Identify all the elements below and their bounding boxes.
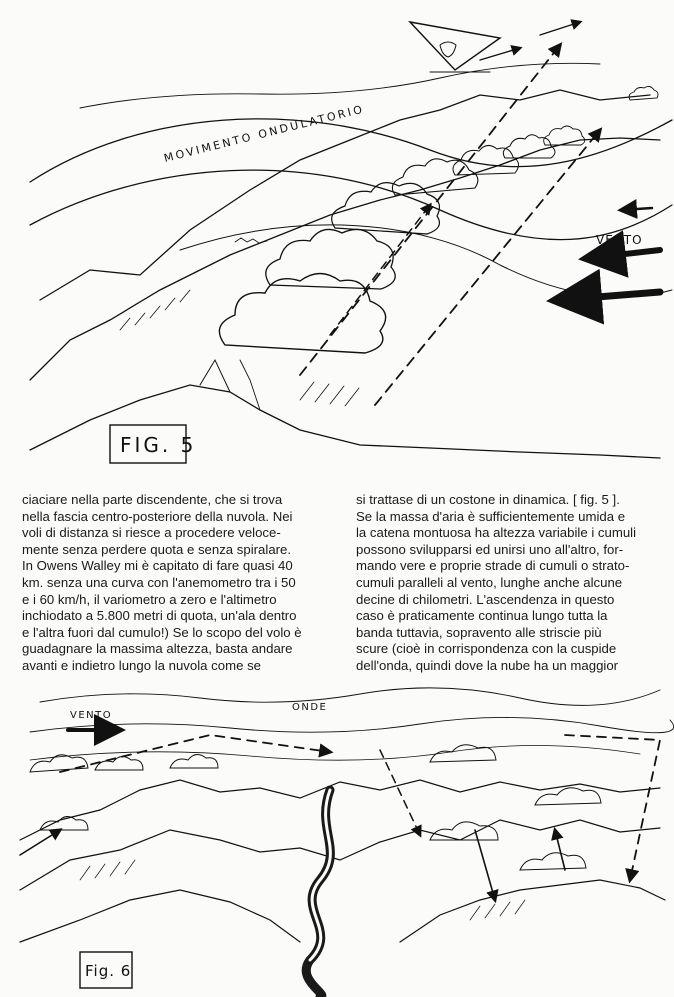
arrow-path-1	[300, 45, 560, 375]
figure-5-illustration	[0, 0, 674, 470]
arrow-descend-1	[380, 750, 420, 835]
wind-label-fig5: VENTO	[596, 233, 643, 247]
text-line: ciaciare nella parte discendente, che si trova	[22, 492, 283, 507]
cloud-3	[332, 183, 440, 234]
cloud-row-7	[520, 853, 586, 870]
text-line: mando vere e proprie strade di cumuli o strato-	[356, 558, 630, 574]
arrow-route-right	[565, 735, 660, 880]
figure-5-label: FIG. 5	[120, 433, 197, 457]
article-left-column	[22, 492, 326, 675]
text-line: inchiodato a 5.800 metri di quota, un'ala dentro	[22, 608, 297, 624]
text-line: banda tuttavia, sopravento alle striscie più	[356, 624, 602, 640]
text-line: dell'onda, quindi dove la nube ha un maggior	[356, 657, 619, 673]
cloud-row-3	[170, 754, 218, 768]
arrow-path-3	[330, 205, 430, 335]
cloud-row-5	[430, 822, 498, 840]
wind-arrow-small	[622, 208, 652, 210]
text-line: e l'altra fuori dal cumulo!) Se lo scopo del volo è	[22, 624, 302, 640]
text-line: km. senza una curva con l'anemometro tra i 50	[22, 574, 296, 590]
text-line: scure (cioè in corrispondenza con la cuspide	[356, 641, 617, 657]
text-line: voli di distanza si riesce a procedere veloce-	[22, 525, 281, 541]
text-line: avanti e indietro lungo la nuvola come se	[22, 657, 261, 673]
cloud-1	[219, 274, 385, 354]
arrow-path-2	[375, 130, 600, 405]
text-line: decine di chilometri. L'ascendenza in questo	[356, 591, 615, 607]
text-line: nella fascia centro-posteriore della nuvola. Nei	[22, 508, 293, 524]
wind-arrow-bold	[560, 292, 660, 300]
arrow-ascend-2	[555, 830, 565, 870]
text-line: possono svilupparsi ed unirsi uno all'altro, for-	[356, 541, 624, 557]
arrow-ascend-1	[20, 830, 60, 855]
text-line: cumuli paralleli al vento, lunghe anche alcune	[356, 574, 623, 590]
ridge-back	[40, 90, 650, 300]
figure-6-illustration	[0, 680, 674, 997]
wave-label: MOVIMENTO ONDULATORIO	[162, 102, 366, 165]
cloud-row-6	[535, 788, 601, 805]
text-line: In Owens Walley mi è capitato di fare quasi 40	[22, 558, 293, 574]
article-text	[22, 492, 658, 678]
cloud-row-1	[30, 755, 88, 772]
wave-line-upper	[30, 119, 672, 182]
wind-arrow-large	[590, 250, 660, 258]
waves-label: ONDE	[292, 702, 328, 713]
text-line: si trattase di un costone in dinamica. [ fig. 5 ].	[356, 492, 620, 507]
ridge-front	[30, 138, 660, 380]
hang-glider	[410, 22, 500, 70]
cloud-8	[629, 86, 658, 100]
figure-6-label: Fig. 6	[85, 962, 132, 980]
text-line: Se la massa d'aria è sufficientemente umida e	[356, 508, 626, 524]
article-right-column	[356, 492, 660, 675]
text-line: guadagnare la massima altezza, basta andare	[22, 641, 293, 657]
text-line: mente senza perdere quota e senza spiralare.	[22, 541, 292, 557]
text-line: la catena montuosa ha altezza variabile i cumuli	[356, 525, 637, 541]
cloud-row-2	[95, 756, 143, 770]
wind-label-fig6: VENTO	[70, 710, 113, 721]
text-line: caso è praticamente continua lungo tutta la	[356, 608, 608, 624]
text-line: e i 60 km/h, il variometro a zero e l'altimetro	[22, 591, 277, 607]
